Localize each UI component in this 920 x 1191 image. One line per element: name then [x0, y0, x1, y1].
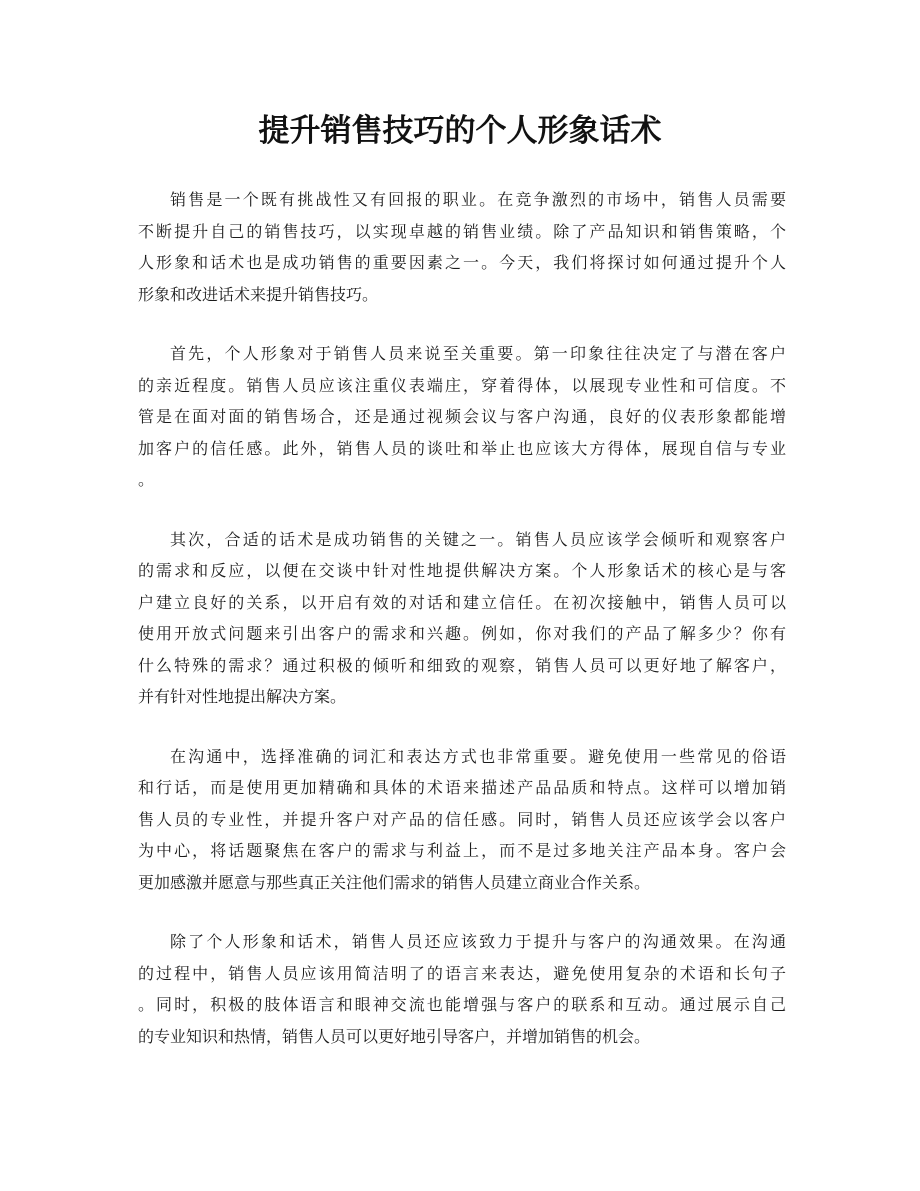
paragraph-3	[138, 524, 786, 713]
text-line: 使用开放式问题来引出客户的需求和兴趣。例如，你对我们的产品了解多少？你有	[138, 624, 786, 643]
text-line: 和行话，而是使用更加精确和具体的术语来描述产品品质和特点。这样可以增加销	[138, 778, 786, 797]
text-line: 在沟通中，选择准确的词汇和表达方式也非常重要。避免使用一些常见的俗语	[170, 746, 786, 766]
text-line: 。同时，积极的肢体语言和眼神交流也能增强与客户的联系和互动。通过展示自己	[138, 995, 786, 1014]
text-line: 的需求和反应，以便在交谈中针对性地提供解决方案。个人形象话术的核心是与客	[138, 561, 786, 580]
text-line: 的过程中，销售人员应该用简洁明了的语言来表达，避免使用复杂的术语和长句子	[138, 963, 786, 983]
text-line: 什么特殊的需求？通过积极的倾听和细致的观察，销售人员可以更好地了解客户，	[138, 655, 786, 675]
text-line: 为中心，将话题聚焦在客户的需求与利益上，而不是过多地关注产品本身。客户会	[138, 841, 786, 860]
text-line: 形象和改进话术来提升销售技巧。	[138, 284, 379, 304]
text-line: 的专业知识和热情，销售人员可以更好地引导客户，并增加销售的机会。	[138, 1026, 651, 1046]
text-line: 的亲近程度。销售人员应该注重仪表端庄，穿着得体，以展现专业性和可信度。不	[138, 375, 786, 395]
text-line: 。	[138, 470, 155, 489]
text-line: 除了个人形象和话术，销售人员还应该致力于提升与客户的沟通效果。在沟通	[170, 932, 786, 951]
text-line: 售人员的专业性，并提升客户对产品的信任感。同时，销售人员还应该学会以客户	[138, 809, 786, 829]
paragraph-5	[138, 926, 786, 1052]
paragraph-1	[138, 184, 786, 310]
text-line: 户建立良好的关系，以开启有效的对话和建立信任。在初次接触中，销售人员可以	[138, 592, 786, 612]
text-line: 更加感激并愿意与那些真正关注他们需求的销售人员建立商业合作关系。	[138, 872, 651, 892]
document-body	[138, 184, 786, 1080]
text-line: 并有针对性地提出解决方案。	[138, 687, 347, 706]
text-line: 其次，合适的话术是成功销售的关键之一。销售人员应该学会倾听和观察客户	[170, 529, 786, 549]
text-line: 人形象和话术也是成功销售的重要因素之一。今天，我们将探讨如何通过提升个人	[138, 253, 786, 272]
text-line: 管是在面对面的销售场合，还是通过视频会议与客户沟通，良好的仪表形象都能增	[138, 407, 786, 426]
paragraph-2	[138, 338, 786, 496]
text-line: 不断提升自己的销售技巧，以实现卓越的销售业绩。除了产品知识和销售策略，个	[138, 221, 786, 241]
text-line: 加客户的信任感。此外，销售人员的谈吐和举止也应该大方得体，展现自信与专业	[138, 438, 786, 458]
text-line: 首先，个人形象对于销售人员来说至关重要。第一印象往往决定了与潜在客户	[170, 344, 786, 363]
text-line: 销售是一个既有挑战性又有回报的职业。在竞争激烈的市场中，销售人员需要	[170, 190, 786, 209]
page-title: 提升销售技巧的个人形象话术	[258, 113, 662, 149]
paragraph-4	[138, 741, 786, 899]
